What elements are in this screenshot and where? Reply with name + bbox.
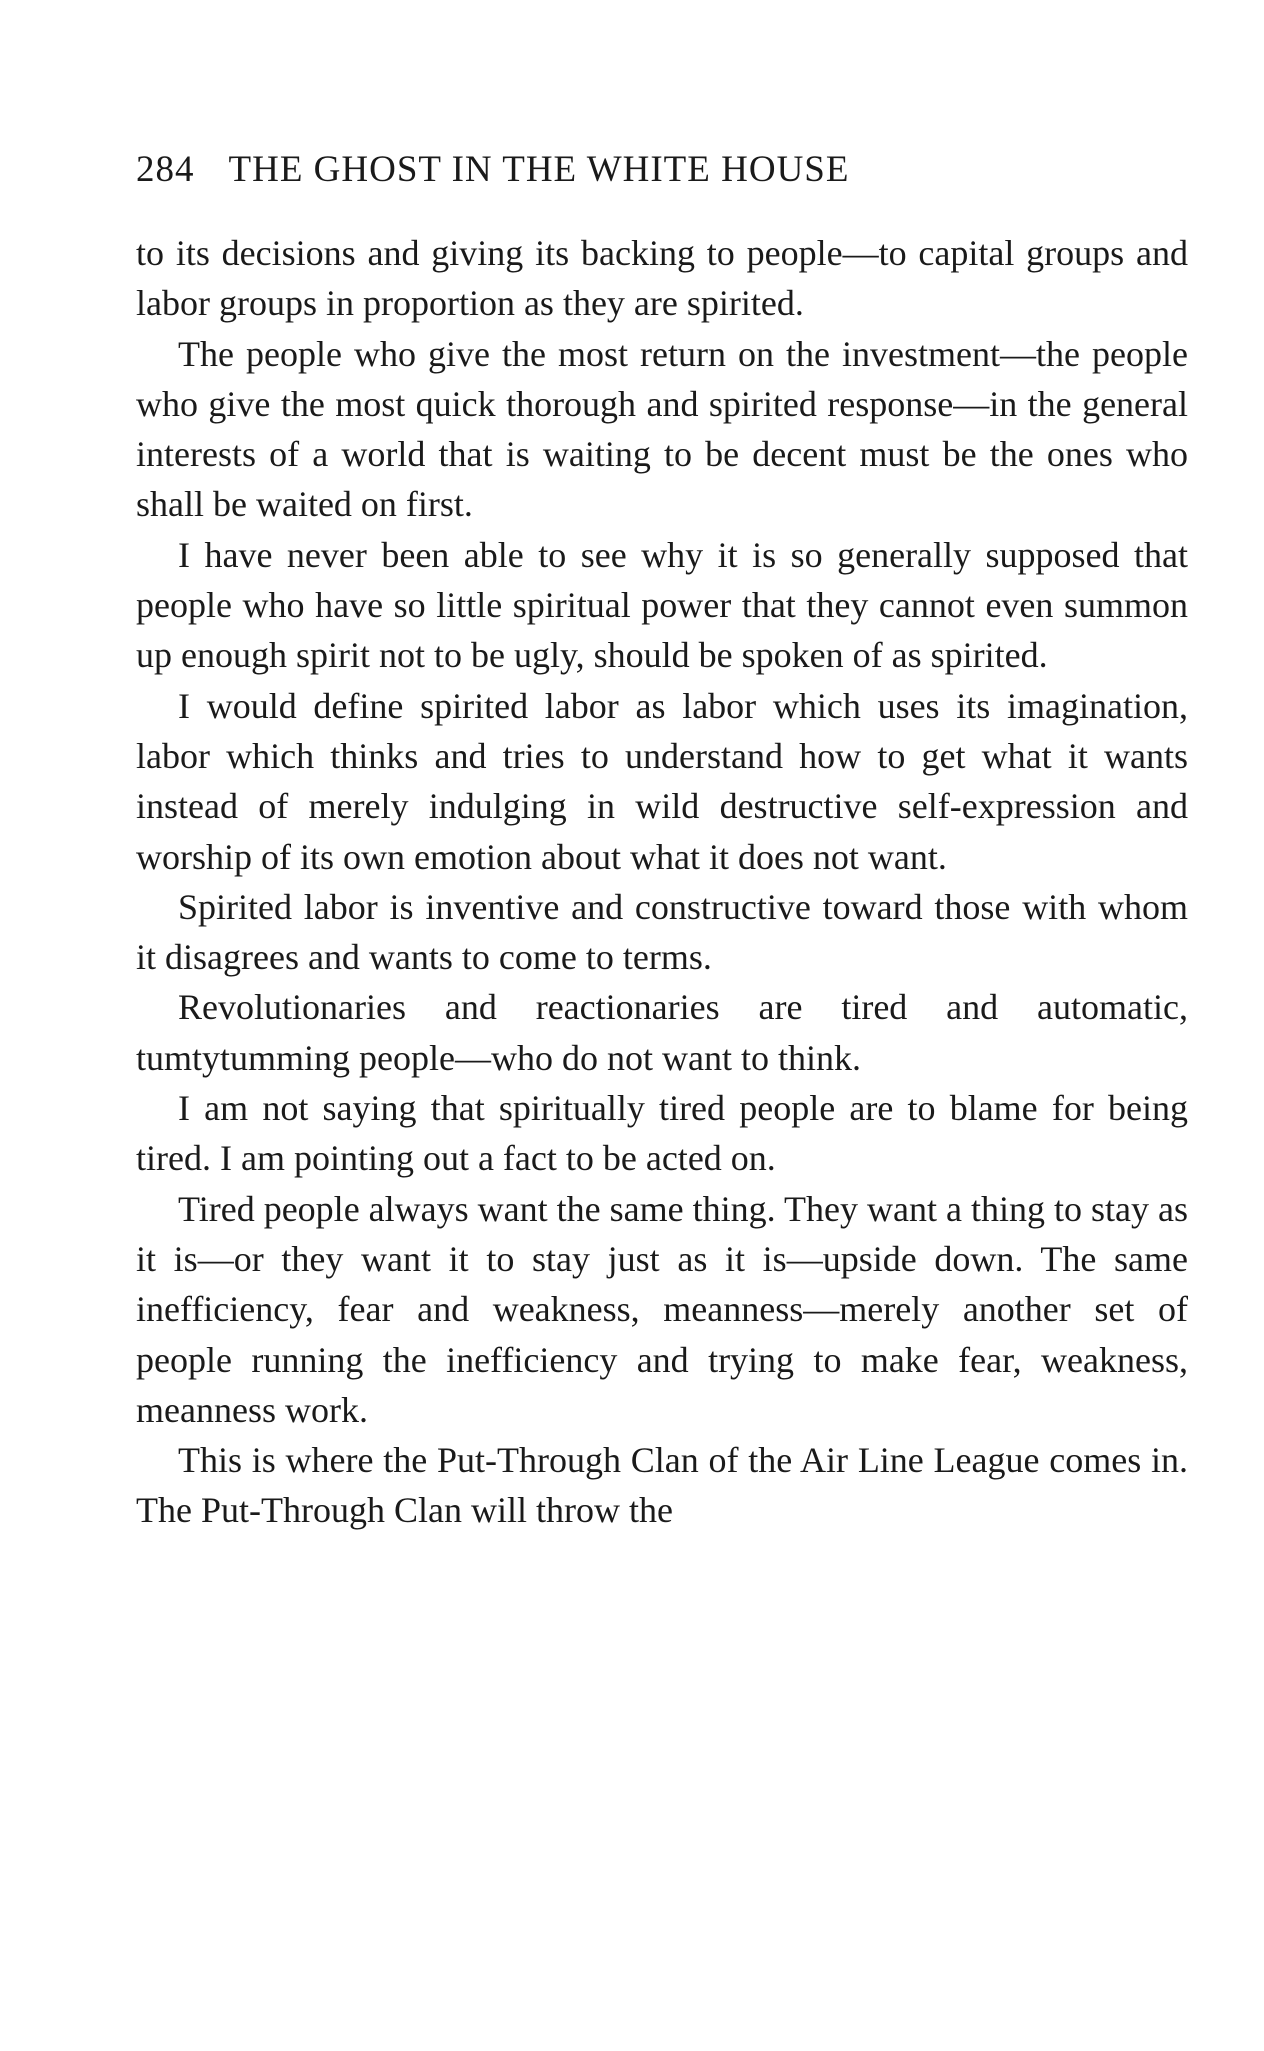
book-page (136, 0, 1188, 2051)
paragraph: I have never been able to see why it is so generally supposed that people who have so little spiritual power that they cannot even summon up enough spirit not to be ugly, should be spoken of as spirited. (136, 534, 1188, 676)
paragraph-continuation: to its decisions and giving its backing to people—to capital groups and labor groups in proportion as they are spirited. (136, 233, 1188, 324)
paragraph: I would define spirited labor as labor which uses its imagination, labor which thinks and tries to understand how to get what it wants instead of merely indulging in wild destructive self-expression and worship of its own emotion about what it does not want. (136, 685, 1188, 877)
paragraph: Spirited labor is inventive and constructive toward those with whom it disagrees and wants to come to terms. (136, 886, 1188, 978)
paragraph: Tired people always want the same thing. They want a thing to stay as it is—or they want it to stay just as it is—upside down. The same inefficiency, fear and weakness, meanness—merely another set of people running the inefficiency and trying to make fear, weakness, meanness work. (136, 1188, 1188, 1430)
paragraph: I am not saying that spiritually tired people are to blame for being tired. I am pointing out a fact to be acted on. (136, 1088, 1188, 1179)
paragraph: Revolutionaries and reactionaries are tired and automatic, tumtytumming people—who do not want to think. (136, 987, 1188, 1078)
page-number: 284 (136, 149, 195, 190)
paragraph: The people who give the most return on the investment—the people who give the most quick thorough and spirited response—in the general interests of a world that is waiting to be decent must be the ones who shall be waited on first. (136, 333, 1188, 525)
paragraph: This is where the Put-Through Clan of the Air Line League comes in. The Put-Through Clan will throw the (136, 1440, 1188, 1531)
running-title: THE GHOST IN THE WHITE HOUSE (228, 149, 850, 190)
body-text (136, 228, 1188, 1536)
running-head (136, 148, 1188, 192)
